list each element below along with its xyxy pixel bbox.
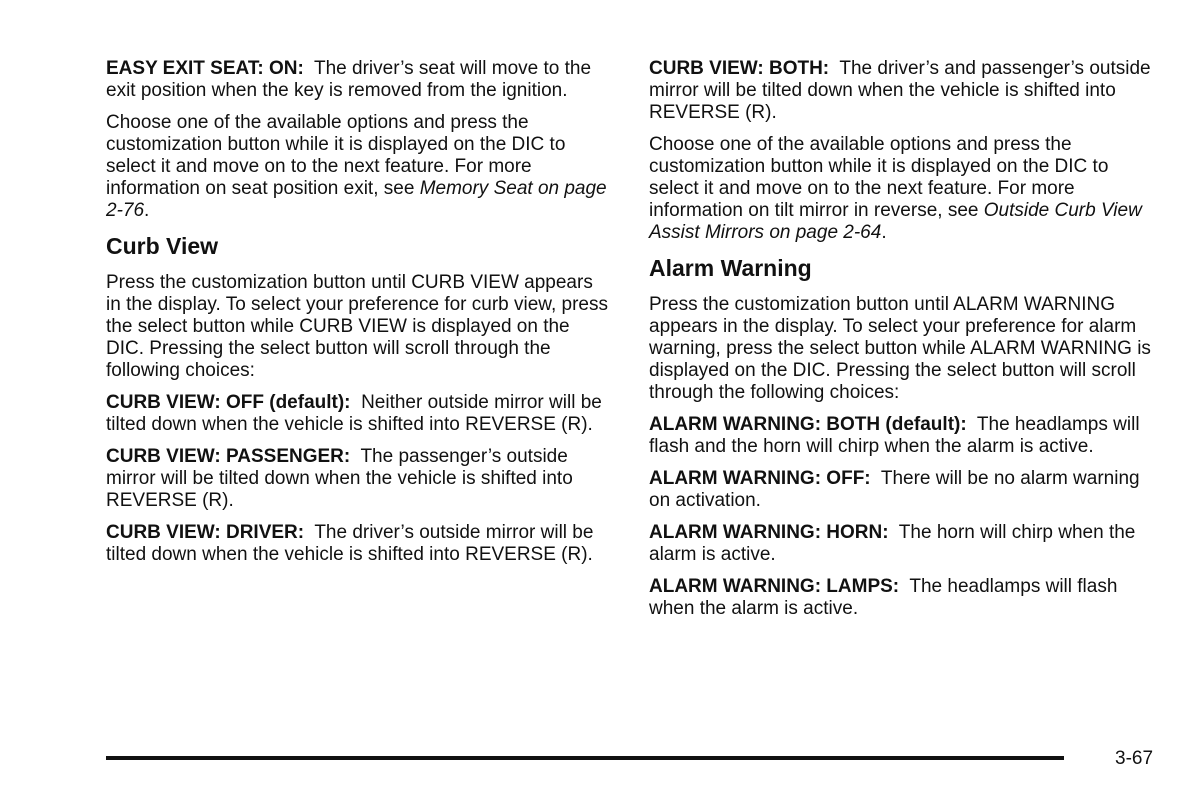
easy-exit-on-label: EASY EXIT SEAT: ON: <box>106 58 304 79</box>
alarm-both-text: The headlamps will flash and the horn will chirp when the alarm is active. <box>649 414 1140 457</box>
curb-view-passenger-label: CURB VIEW: PASSENGER: <box>106 446 351 467</box>
alarm-both-paragraph <box>649 414 1154 458</box>
alarm-horn-paragraph <box>649 522 1154 566</box>
right-column <box>649 58 1154 630</box>
memory-seat-reference: Memory Seat on page 2-76 <box>106 178 607 221</box>
curb-view-passenger-text: The passenger’s outside mirror will be tilted down when the vehicle is shifted into REVERSE (R). <box>106 446 573 511</box>
alarm-horn-text: The horn will chirp when the alarm is active. <box>649 522 1136 565</box>
curb-view-driver-label: CURB VIEW: DRIVER: <box>106 522 305 543</box>
alarm-off-label: ALARM WARNING: OFF: <box>649 468 871 489</box>
easy-exit-choose-text: Choose one of the available options and press the customization button while it is displayed on the DIC to select it and move on to the next feature. For more information on seat position exit, see <box>106 112 566 199</box>
curb-view-choose-paragraph <box>649 134 1154 244</box>
curb-mirrors-reference: Outside Curb View Assist Mirrors on page 2-64 <box>649 200 1142 243</box>
easy-exit-on-text: The driver’s seat will move to the exit position when the key is removed from the ignition. <box>106 58 592 101</box>
alarm-both-label: ALARM WARNING: BOTH (default): <box>649 414 967 435</box>
page-number: 3-67 <box>1115 748 1154 769</box>
curb-view-off-text: Neither outside mirror will be tilted down when the vehicle is shifted into REVERSE (R). <box>106 392 602 435</box>
alarm-horn-label: ALARM WARNING: HORN: <box>649 522 889 543</box>
curb-view-both-text: The driver’s and passenger’s outside mirror will be tilted down when the vehicle is shifted into REVERSE (R). <box>649 58 1151 123</box>
curb-view-driver-text: The driver’s outside mirror will be tilted down when the vehicle is shifted into REVERSE (R). <box>106 522 594 565</box>
footer-rule <box>106 756 1064 760</box>
alarm-off-paragraph <box>649 468 1154 512</box>
alarm-lamps-text: The headlamps will flash when the alarm is active. <box>649 576 1118 619</box>
alarm-off-text: There will be no alarm warning on activation. <box>649 468 1140 511</box>
curb-view-heading: Curb View <box>106 233 219 259</box>
left-column <box>106 58 611 576</box>
curb-view-choose-text: Choose one of the available options and press the customization button while it is displayed on the DIC to select it and move on to the next feature. For more information on tilt mirror in reverse, see <box>649 134 1109 221</box>
curb-view-both-paragraph <box>649 58 1154 124</box>
curb-view-off-paragraph <box>106 392 611 436</box>
curb-view-choose-end: . <box>881 222 887 243</box>
easy-exit-on-paragraph <box>106 58 611 102</box>
curb-view-driver-paragraph <box>106 522 611 566</box>
easy-exit-choose-paragraph <box>106 112 611 222</box>
alarm-lamps-label: ALARM WARNING: LAMPS: <box>649 576 900 597</box>
curb-view-intro: Press the customization button until CURB VIEW appears in the display. To select your preference for curb view, press the select button while CURB VIEW is displayed on the DIC. Pressing the select button will scroll through the following choices: <box>106 272 608 381</box>
curb-view-both-label: CURB VIEW: BOTH: <box>649 58 830 79</box>
easy-exit-choose-end: . <box>144 200 150 221</box>
alarm-warning-heading: Alarm Warning <box>649 255 812 281</box>
curb-view-off-label: CURB VIEW: OFF (default): <box>106 392 351 413</box>
curb-view-passenger-paragraph <box>106 446 611 512</box>
alarm-warning-intro: Press the customization button until ALARM WARNING appears in the display. To select your preference for alarm warning, press the select button while ALARM WARNING is displayed on the DIC. Pressing the select button will scroll through the following choices: <box>649 294 1151 403</box>
alarm-lamps-paragraph <box>649 576 1154 620</box>
